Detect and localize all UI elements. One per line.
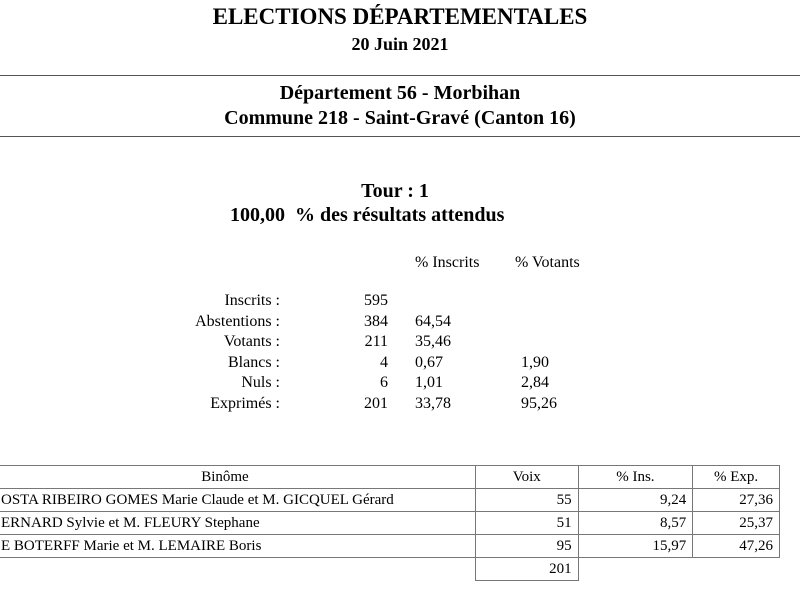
pct-ins: 9,24 bbox=[578, 489, 693, 512]
stat-value: 595 bbox=[364, 292, 388, 309]
stat-label: Exprimés : bbox=[210, 394, 280, 412]
table-row bbox=[0, 512, 780, 535]
stat-pct-inscrits: 0,67 bbox=[415, 353, 443, 371]
stat-label: Abstentions : bbox=[195, 312, 280, 330]
pct-exp: 25,37 bbox=[693, 512, 780, 535]
header-pct-exp: % Exp. bbox=[693, 466, 780, 489]
header-pct-ins: % Ins. bbox=[578, 466, 693, 489]
stat-pct-inscrits: 35,46 bbox=[415, 333, 451, 350]
stat-value: 384 bbox=[364, 312, 388, 330]
total-voix: 201 bbox=[475, 558, 578, 581]
divider bbox=[0, 136, 800, 137]
page-title: ELECTIONS DÉPARTEMENTALES bbox=[212, 4, 588, 29]
stat-label: Nuls : bbox=[241, 374, 280, 391]
stat-pct-votants: 95,26 bbox=[521, 394, 557, 412]
stat-pct-votants: 1,90 bbox=[521, 353, 549, 371]
voix: 51 bbox=[475, 512, 578, 535]
departement: Département 56 - Morbihan bbox=[279, 82, 521, 104]
stat-value: 211 bbox=[364, 333, 388, 350]
binome: E BOTERFF Marie et M. LEMAIRE Boris bbox=[0, 535, 475, 558]
voix: 95 bbox=[475, 535, 578, 558]
stat-label: Inscrits : bbox=[224, 292, 280, 309]
stat-pct-inscrits: 33,78 bbox=[415, 394, 451, 412]
col-votants: % Votants bbox=[515, 254, 580, 271]
table-row bbox=[0, 489, 780, 512]
table-header bbox=[0, 466, 780, 489]
stat-value: 201 bbox=[364, 394, 388, 412]
stat-value: 6 bbox=[380, 374, 388, 391]
stat-pct-inscrits: 1,01 bbox=[415, 374, 443, 391]
header-binome: Binôme bbox=[0, 466, 475, 489]
voix: 55 bbox=[475, 489, 578, 512]
pct-exp: 27,36 bbox=[693, 489, 780, 512]
binome: ERNARD Sylvie et M. FLEURY Stephane bbox=[0, 512, 475, 535]
results-table bbox=[0, 465, 780, 581]
stat-label: Blancs : bbox=[228, 353, 280, 371]
total-row bbox=[0, 558, 780, 581]
election-date: 20 Juin 2021 bbox=[351, 34, 449, 54]
commune: Commune 218 - Saint-Gravé (Canton 16) bbox=[224, 107, 576, 129]
col-inscrits: % Inscrits bbox=[415, 254, 480, 271]
tour: Tour : 1 bbox=[361, 180, 429, 202]
divider bbox=[0, 75, 800, 76]
table-row bbox=[0, 535, 780, 558]
pct-exp: 47,26 bbox=[693, 535, 780, 558]
stat-value: 4 bbox=[380, 353, 388, 371]
pct-ins: 8,57 bbox=[578, 512, 693, 535]
stat-pct-inscrits: 64,54 bbox=[415, 312, 451, 330]
progress: 100,00 % des résultats attendus bbox=[230, 204, 505, 226]
binome: OSTA RIBEIRO GOMES Marie Claude et M. GICQUEL Gérard bbox=[0, 489, 475, 512]
pct-ins: 15,97 bbox=[578, 535, 693, 558]
stat-pct-votants: 2,84 bbox=[521, 374, 549, 391]
header-voix: Voix bbox=[475, 466, 578, 489]
stat-label: Votants : bbox=[223, 333, 280, 350]
